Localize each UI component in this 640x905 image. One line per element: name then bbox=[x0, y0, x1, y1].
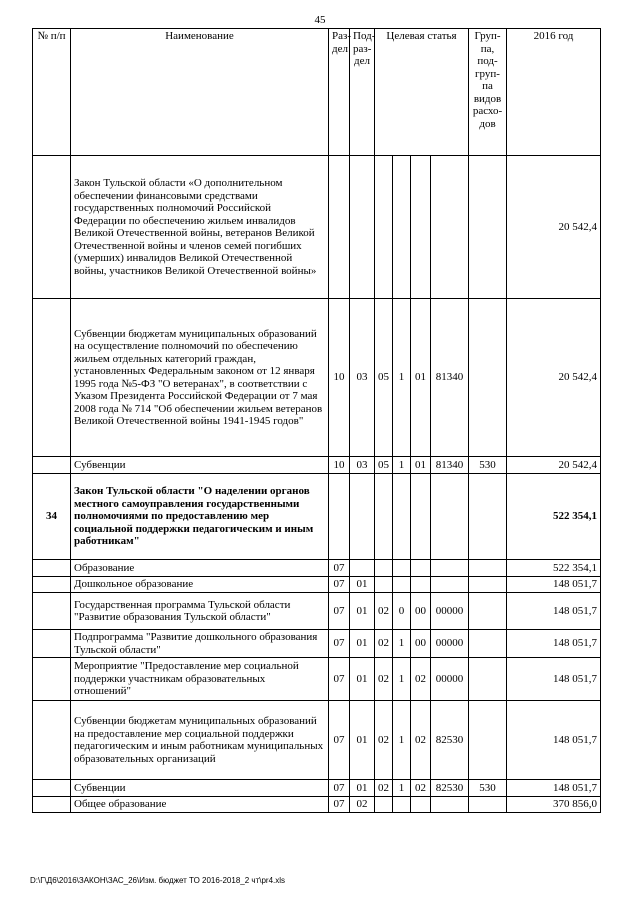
row-podrazdel-cell: 01 bbox=[350, 577, 375, 593]
table-row bbox=[33, 593, 601, 630]
row-podrazdel-cell: 03 bbox=[350, 299, 375, 457]
row-gruppa-cell bbox=[469, 299, 507, 457]
row-celevaya-direction-cell bbox=[431, 156, 469, 299]
row-celevaya-subprogram-cell: 1 bbox=[393, 780, 411, 797]
file-path-footer: D:\Г\Д6\2016\ЗАКОН\ЗАС_26\Изм. бюджет ТО 2016-2018_2 чт\pr4.xls bbox=[30, 876, 286, 885]
row-num-cell bbox=[33, 797, 71, 813]
row-celevaya-subprogram-cell bbox=[393, 577, 411, 593]
row-celevaya-program-cell bbox=[375, 797, 393, 813]
row-celevaya-direction-cell: 00000 bbox=[431, 630, 469, 658]
row-celevaya-subprogram-cell bbox=[393, 156, 411, 299]
row-name-cell: Государственная программа Тульской области "Развитие образования Тульской области" bbox=[71, 593, 329, 630]
header-razdel: Раз- дел bbox=[329, 29, 350, 156]
row-sum-cell: 148 051,7 bbox=[507, 630, 601, 658]
row-celevaya-measure-cell: 02 bbox=[411, 658, 431, 701]
row-num-cell: 34 bbox=[33, 474, 71, 560]
row-celevaya-program-cell: 02 bbox=[375, 630, 393, 658]
row-celevaya-subprogram-cell: 1 bbox=[393, 630, 411, 658]
row-celevaya-measure-cell bbox=[411, 560, 431, 577]
row-name-cell: Общее образование bbox=[71, 797, 329, 813]
row-celevaya-measure-cell: 02 bbox=[411, 780, 431, 797]
row-razdel-cell: 07 bbox=[329, 630, 350, 658]
row-celevaya-program-cell: 02 bbox=[375, 780, 393, 797]
table-row bbox=[33, 560, 601, 577]
table-row bbox=[33, 299, 601, 457]
row-razdel-cell: 07 bbox=[329, 797, 350, 813]
row-gruppa-cell bbox=[469, 593, 507, 630]
row-celevaya-direction-cell: 82530 bbox=[431, 780, 469, 797]
row-name-cell: Образование bbox=[71, 560, 329, 577]
row-celevaya-program-cell bbox=[375, 474, 393, 560]
row-celevaya-program-cell: 02 bbox=[375, 593, 393, 630]
table-row bbox=[33, 780, 601, 797]
table-row bbox=[33, 797, 601, 813]
row-sum-cell: 20 542,4 bbox=[507, 299, 601, 457]
row-podrazdel-cell bbox=[350, 156, 375, 299]
table-row bbox=[33, 156, 601, 299]
table-row bbox=[33, 658, 601, 701]
row-num-cell bbox=[33, 457, 71, 474]
row-razdel-cell: 07 bbox=[329, 780, 350, 797]
row-podrazdel-cell: 01 bbox=[350, 701, 375, 780]
row-razdel-cell bbox=[329, 156, 350, 299]
row-celevaya-direction-cell: 00000 bbox=[431, 593, 469, 630]
row-gruppa-cell bbox=[469, 577, 507, 593]
row-sum-cell: 522 354,1 bbox=[507, 560, 601, 577]
row-razdel-cell: 07 bbox=[329, 593, 350, 630]
row-celevaya-measure-cell: 01 bbox=[411, 457, 431, 474]
row-celevaya-subprogram-cell: 1 bbox=[393, 299, 411, 457]
row-celevaya-direction-cell bbox=[431, 797, 469, 813]
row-celevaya-subprogram-cell: 1 bbox=[393, 658, 411, 701]
row-razdel-cell: 10 bbox=[329, 457, 350, 474]
row-celevaya-measure-cell: 00 bbox=[411, 593, 431, 630]
row-podrazdel-cell bbox=[350, 474, 375, 560]
row-podrazdel-cell: 01 bbox=[350, 780, 375, 797]
row-gruppa-cell bbox=[469, 701, 507, 780]
row-num-cell bbox=[33, 630, 71, 658]
row-celevaya-program-cell bbox=[375, 156, 393, 299]
row-celevaya-measure-cell: 02 bbox=[411, 701, 431, 780]
row-name-cell: Дошкольное образование bbox=[71, 577, 329, 593]
table-row bbox=[33, 630, 601, 658]
row-num-cell bbox=[33, 780, 71, 797]
page-number: 45 bbox=[314, 14, 326, 26]
row-num-cell bbox=[33, 156, 71, 299]
row-razdel-cell bbox=[329, 474, 350, 560]
row-celevaya-subprogram-cell bbox=[393, 797, 411, 813]
table-row bbox=[33, 457, 601, 474]
row-sum-cell: 148 051,7 bbox=[507, 577, 601, 593]
table-row bbox=[33, 577, 601, 593]
row-gruppa-cell bbox=[469, 797, 507, 813]
row-num-cell bbox=[33, 658, 71, 701]
row-celevaya-measure-cell bbox=[411, 797, 431, 813]
row-celevaya-program-cell bbox=[375, 577, 393, 593]
row-gruppa-cell bbox=[469, 474, 507, 560]
row-celevaya-subprogram-cell bbox=[393, 560, 411, 577]
row-celevaya-program-cell: 02 bbox=[375, 658, 393, 701]
row-celevaya-subprogram-cell: 1 bbox=[393, 701, 411, 780]
row-sum-cell: 522 354,1 bbox=[507, 474, 601, 560]
row-celevaya-subprogram-cell bbox=[393, 474, 411, 560]
row-sum-cell: 148 051,7 bbox=[507, 701, 601, 780]
row-celevaya-direction-cell: 81340 bbox=[431, 299, 469, 457]
row-sum-cell: 20 542,4 bbox=[507, 457, 601, 474]
row-celevaya-program-cell bbox=[375, 560, 393, 577]
row-podrazdel-cell: 02 bbox=[350, 797, 375, 813]
row-celevaya-direction-cell: 82530 bbox=[431, 701, 469, 780]
row-celevaya-direction-cell bbox=[431, 560, 469, 577]
row-celevaya-measure-cell: 00 bbox=[411, 630, 431, 658]
row-name-cell: Подпрограмма "Развитие дошкольного образования Тульской области" bbox=[71, 630, 329, 658]
row-celevaya-direction-cell bbox=[431, 474, 469, 560]
row-celevaya-measure-cell bbox=[411, 474, 431, 560]
table-header-row bbox=[33, 29, 601, 156]
header-num: № п/п bbox=[33, 29, 71, 156]
row-podrazdel-cell: 03 bbox=[350, 457, 375, 474]
header-name: Наименование bbox=[71, 29, 329, 156]
table-row bbox=[33, 701, 601, 780]
row-num-cell bbox=[33, 299, 71, 457]
header-podrazdel: Под- раз- дел bbox=[350, 29, 375, 156]
row-name-cell: Мероприятие "Предоставление мер социальной поддержки участникам образовательных отношений" bbox=[71, 658, 329, 701]
row-name-cell: Субвенции bbox=[71, 457, 329, 474]
row-celevaya-measure-cell: 01 bbox=[411, 299, 431, 457]
row-sum-cell: 20 542,4 bbox=[507, 156, 601, 299]
row-podrazdel-cell: 01 bbox=[350, 658, 375, 701]
row-sum-cell: 148 051,7 bbox=[507, 658, 601, 701]
row-razdel-cell: 07 bbox=[329, 701, 350, 780]
row-razdel-cell: 10 bbox=[329, 299, 350, 457]
row-name-cell: Субвенции бюджетам муниципальных образований на предоставление мер социальной поддержки педагогическим и иным работникам муниципальных образовательных организаций bbox=[71, 701, 329, 780]
header-gruppa: Груп- па, под- груп- па видов расхо- дов bbox=[469, 29, 507, 156]
row-celevaya-program-cell: 05 bbox=[375, 299, 393, 457]
row-num-cell bbox=[33, 701, 71, 780]
row-gruppa-cell bbox=[469, 560, 507, 577]
row-celevaya-measure-cell bbox=[411, 577, 431, 593]
row-celevaya-program-cell: 02 bbox=[375, 701, 393, 780]
row-name-cell: Закон Тульской области "О наделении органов местного самоуправления государственными полномочиями по предоставлению мер социальной поддержки педагогическим и иным работникам" bbox=[71, 474, 329, 560]
row-name-cell: Закон Тульской области «О дополнительном обеспечении финансовыми средствами государственных полномочий Российской Федерации по обеспечению жильем инвалидов Великой Отечественной войны, ветеранов Великой Отечественной войны и членов семей погибших (умерших) инвалидов Великой Отечественной войны, участников Великой Отечественной войны» bbox=[71, 156, 329, 299]
row-razdel-cell: 07 bbox=[329, 577, 350, 593]
row-sum-cell: 148 051,7 bbox=[507, 593, 601, 630]
row-celevaya-direction-cell: 81340 bbox=[431, 457, 469, 474]
header-celevaya-statya: Целевая статья bbox=[375, 29, 469, 156]
row-razdel-cell: 07 bbox=[329, 658, 350, 701]
row-razdel-cell: 07 bbox=[329, 560, 350, 577]
row-celevaya-direction-cell: 00000 bbox=[431, 658, 469, 701]
table-row bbox=[33, 474, 601, 560]
row-name-cell: Субвенции бюджетам муниципальных образований на осуществление полномочий по обеспечению жильем отдельных категорий граждан, установленных Федеральным законом от 12 января 1995 года №5-ФЗ "О ветеранах", в соответствии с Указом Президента Российской Федерации от 7 мая 2008 года № 714 "Об обеспечении жильем ветеранов Великой Отечественной войны 1941-1945 годов" bbox=[71, 299, 329, 457]
row-num-cell bbox=[33, 560, 71, 577]
row-celevaya-measure-cell bbox=[411, 156, 431, 299]
row-celevaya-direction-cell bbox=[431, 577, 469, 593]
row-gruppa-cell bbox=[469, 630, 507, 658]
row-podrazdel-cell bbox=[350, 560, 375, 577]
row-sum-cell: 370 856,0 bbox=[507, 797, 601, 813]
row-name-cell: Субвенции bbox=[71, 780, 329, 797]
row-num-cell bbox=[33, 577, 71, 593]
budget-table bbox=[32, 28, 601, 813]
header-year: 2016 год bbox=[507, 29, 601, 156]
row-podrazdel-cell: 01 bbox=[350, 593, 375, 630]
row-gruppa-cell bbox=[469, 658, 507, 701]
row-gruppa-cell bbox=[469, 156, 507, 299]
row-gruppa-cell: 530 bbox=[469, 457, 507, 474]
row-num-cell bbox=[33, 593, 71, 630]
row-celevaya-program-cell: 05 bbox=[375, 457, 393, 474]
row-podrazdel-cell: 01 bbox=[350, 630, 375, 658]
row-celevaya-subprogram-cell: 1 bbox=[393, 457, 411, 474]
row-celevaya-subprogram-cell: 0 bbox=[393, 593, 411, 630]
row-gruppa-cell: 530 bbox=[469, 780, 507, 797]
row-sum-cell: 148 051,7 bbox=[507, 780, 601, 797]
